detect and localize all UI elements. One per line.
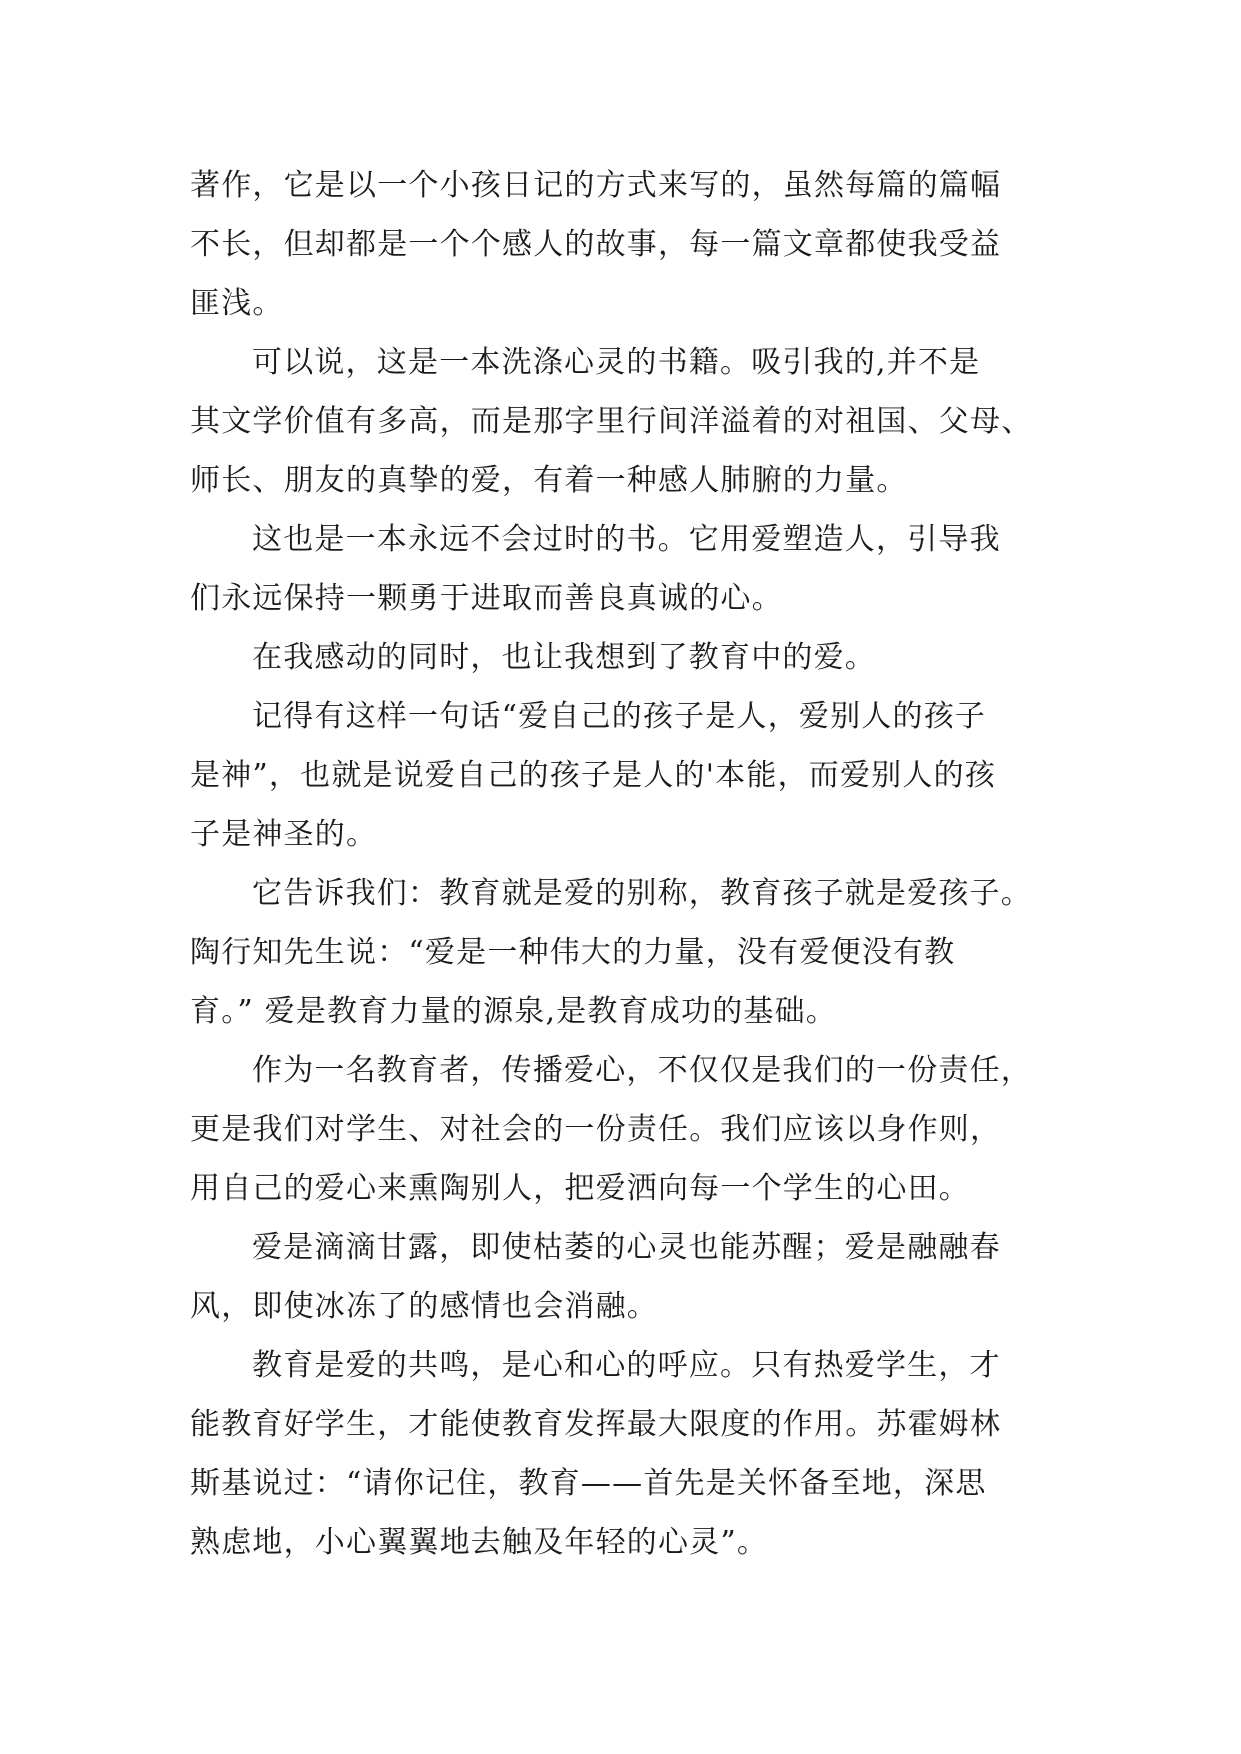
text-line: 师长、朋友的真挚的爱，有着一种感人肺腑的力量。	[190, 463, 908, 498]
paragraph-first-line: 可以说，这是一本洗涤心灵的书籍。吸引我的,并不是	[252, 345, 981, 380]
paragraph-first-line: 在我感动的同时，也让我想到了教育中的爱。	[252, 640, 876, 675]
document-body	[190, 156, 1060, 1572]
paragraph-first-line: 它告诉我们：教育就是爱的别称，教育孩子就是爱孩子。	[252, 876, 1032, 911]
text-line: 子是神圣的。	[190, 817, 378, 852]
paragraph-first-line: 作为一名教育者，传播爱心，不仅仅是我们的一份责任，	[252, 1053, 1032, 1088]
text-line: 是神”，也就是说爱自己的孩子是人的'本能，而爱别人的孩	[190, 758, 996, 793]
text-line: 斯基说过：“请你记住，教育——首先是关怀备至地，深思	[190, 1466, 987, 1501]
text-line: 们永远保持一颗勇于进取而善良真诚的心。	[190, 581, 783, 616]
text-line: 不长，但却都是一个个感人的故事，每一篇文章都使我受益	[190, 227, 1002, 262]
text-line: 熟虑地，小心翼翼地去触及年轻的心灵”。	[190, 1525, 769, 1560]
text-line: 陶行知先生说：“爱是一种伟大的力量，没有爱便没有教	[190, 935, 956, 970]
text-line: 著作，它是以一个小孩日记的方式来写的，虽然每篇的篇幅	[190, 168, 1002, 203]
text-line: 其文学价值有多高，而是那字里行间洋溢着的对祖国、父母、	[190, 404, 1033, 439]
text-line: 匪浅。	[190, 286, 284, 321]
text-line: 能教育好学生，才能使教育发挥最大限度的作用。苏霍姆林	[190, 1407, 1002, 1442]
paragraph-first-line: 爱是滴滴甘露，即使枯萎的心灵也能苏醒；爱是融融春	[252, 1230, 1001, 1265]
paragraph-first-line: 教育是爱的共鸣，是心和心的呼应。只有热爱学生，才	[252, 1348, 1001, 1383]
text-line: 用自己的爱心来熏陶别人，把爱洒向每一个学生的心田。	[190, 1171, 970, 1206]
text-line: 更是我们对学生、对社会的一份责任。我们应该以身作则，	[190, 1112, 1002, 1147]
text-line: 风，即使冰冻了的感情也会消融。	[190, 1289, 658, 1324]
text-line: 育。” 爱是教育力量的源泉,是教育成功的基础。	[190, 994, 838, 1029]
paragraph-first-line: 记得有这样一句话“爱自己的孩子是人，爱别人的孩子	[252, 699, 987, 734]
paragraph-first-line: 这也是一本永远不会过时的书。它用爱塑造人，引导我	[252, 522, 1001, 557]
